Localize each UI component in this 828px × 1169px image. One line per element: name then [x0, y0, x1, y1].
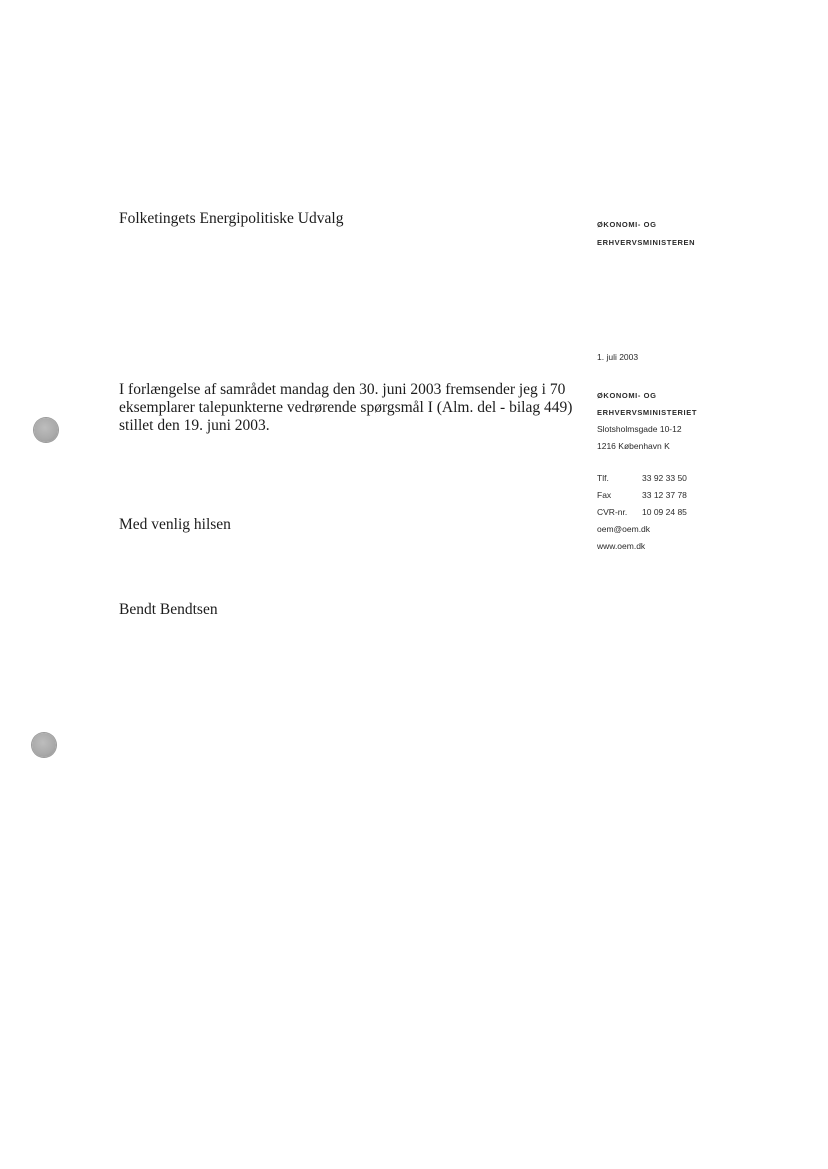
department-name-line-1: ØKONOMI- OG [597, 391, 657, 400]
punch-hole-bottom [32, 733, 56, 757]
contact-info [597, 470, 687, 555]
cvr-label: CVR-nr. [597, 507, 628, 517]
body-line-3: stillet den 19. juni 2003. [119, 417, 270, 434]
punch-hole-top [34, 418, 58, 442]
department-address [597, 387, 697, 455]
fax-label: Fax [597, 490, 612, 500]
cvr-row [597, 504, 687, 521]
body-line-1: I forlængelse af samrådet mandag den 30. juni 2003 fremsender jeg i 70 [119, 381, 566, 398]
ministry-heading-line-2: ERHVERVSMINISTEREN [597, 238, 696, 247]
ministry-heading-line-1: ØKONOMI- OG [597, 220, 657, 229]
street-address: Slotsholmsgade 10-12 [597, 424, 682, 434]
fax-row [597, 487, 687, 504]
email-address: oem@oem.dk [597, 524, 651, 534]
cvr-value: 10 09 24 85 [642, 507, 687, 517]
department-name-line-2: ERHVERVSMINISTERIET [597, 408, 698, 417]
recipient-line: Folketingets Energipolitiske Udvalg [119, 210, 344, 227]
phone-value: 33 92 33 50 [642, 473, 687, 483]
ministry-heading [597, 216, 695, 252]
fax-value: 33 12 37 78 [642, 490, 687, 500]
website-address: www.oem.dk [597, 541, 646, 551]
city-postcode: 1216 København K [597, 441, 670, 451]
letter-date: 1. juli 2003 [597, 352, 639, 362]
signature-name: Bendt Bendtsen [119, 601, 218, 618]
phone-row [597, 470, 687, 487]
closing-greeting: Med venlig hilsen [119, 516, 231, 533]
body-line-2: eksemplarer talepunkterne vedrørende spørgsmål I (Alm. del - bilag 449) [119, 399, 573, 416]
letter-body [119, 381, 573, 435]
phone-label: Tlf. [597, 473, 609, 483]
